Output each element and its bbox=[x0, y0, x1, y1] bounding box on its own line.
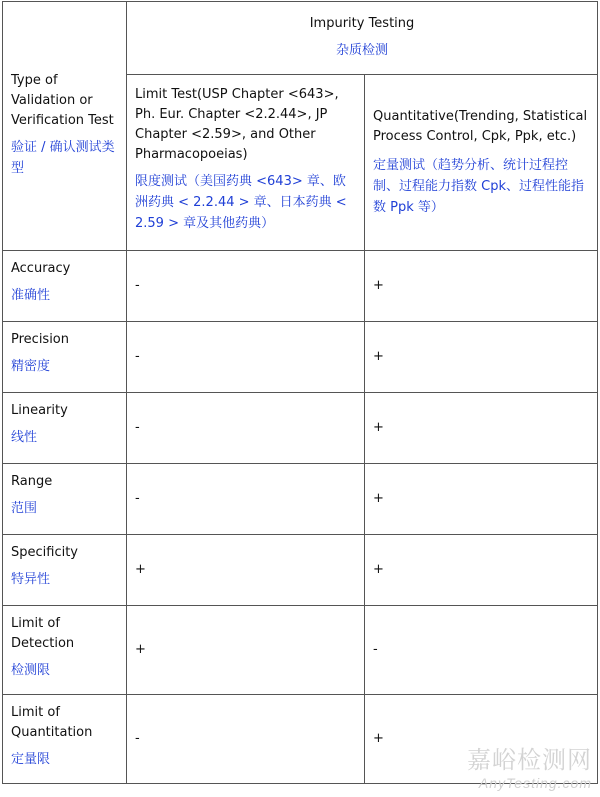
limit-value-cell bbox=[127, 393, 365, 464]
quant-value-cell bbox=[365, 393, 598, 464]
row-label-zh: 精密度 bbox=[11, 359, 51, 374]
row-label-zh: 线性 bbox=[11, 430, 38, 445]
limit-value-cell bbox=[127, 695, 365, 784]
quant-value: + bbox=[373, 731, 384, 746]
group-header-en: Impurity Testing bbox=[309, 16, 415, 31]
quant-value: - bbox=[373, 642, 378, 657]
corner-header-cell bbox=[3, 2, 127, 251]
row-label-en: Accuracy bbox=[11, 261, 71, 276]
row-label-cell bbox=[3, 322, 127, 393]
quant-value-cell bbox=[365, 535, 598, 606]
row-label-cell bbox=[3, 606, 127, 695]
limit-test-header-en: Limit Test(USP Chapter <643>, Ph. Eur. Chapter <2.2.44>, JP Chapter <2.59>, and Other Pharmacopoeias) bbox=[135, 87, 339, 162]
row-label-zh: 范围 bbox=[11, 501, 38, 516]
quant-value: + bbox=[373, 278, 384, 293]
limit-value: + bbox=[135, 562, 146, 577]
row-label-zh: 特异性 bbox=[11, 572, 51, 587]
limit-value: - bbox=[135, 349, 140, 364]
limit-test-header bbox=[127, 75, 365, 251]
row-label-en: Limit of Detection bbox=[11, 616, 75, 651]
quantitative-header-en: Quantitative(Trending, Statistical Process Control, Cpk, Ppk, etc.) bbox=[373, 109, 588, 144]
row-label-cell bbox=[3, 393, 127, 464]
row-label-cell bbox=[3, 695, 127, 784]
corner-header-en: Type of Validation or Verification Test bbox=[11, 73, 114, 128]
quant-value-cell bbox=[365, 464, 598, 535]
watermark bbox=[467, 740, 592, 791]
quant-value: + bbox=[373, 491, 384, 506]
row-label-zh: 准确性 bbox=[11, 288, 51, 303]
limit-value-cell bbox=[127, 535, 365, 606]
limit-value: + bbox=[135, 642, 146, 657]
quantitative-header-zh: 定量测试（趋势分析、统计过程控制、过程能力指数 Cpk、过程性能指数 Ppk 等） bbox=[373, 158, 584, 215]
quant-value: + bbox=[373, 349, 384, 364]
table-row bbox=[3, 535, 598, 606]
quantitative-header bbox=[365, 75, 598, 251]
table-row bbox=[3, 606, 598, 695]
limit-value-cell bbox=[127, 606, 365, 695]
limit-value-cell bbox=[127, 251, 365, 322]
limit-value: - bbox=[135, 420, 140, 435]
group-header-zh: 杂质检测 bbox=[335, 43, 388, 58]
limit-value-cell bbox=[127, 464, 365, 535]
limit-value-cell bbox=[127, 322, 365, 393]
table-row bbox=[3, 464, 598, 535]
table-row bbox=[3, 322, 598, 393]
row-label-cell bbox=[3, 251, 127, 322]
validation-table bbox=[2, 1, 598, 784]
row-label-cell bbox=[3, 535, 127, 606]
row-label-en: Linearity bbox=[11, 403, 68, 418]
limit-test-header-zh: 限度测试（美国药典 <643> 章、欧洲药典 < 2.2.44 > 章、日本药典 < 2.59 > 章及其他药典） bbox=[135, 174, 347, 231]
watermark-cn: 嘉峪检测网 bbox=[467, 746, 592, 774]
row-label-en: Specificity bbox=[11, 545, 78, 560]
quant-value-cell bbox=[365, 606, 598, 695]
row-label-en: Range bbox=[11, 474, 53, 489]
limit-value: - bbox=[135, 278, 140, 293]
limit-value: - bbox=[135, 491, 140, 506]
watermark-en: AnyTesting.com bbox=[478, 775, 592, 791]
limit-value: - bbox=[135, 731, 140, 746]
row-label-cell bbox=[3, 464, 127, 535]
quant-value: + bbox=[373, 420, 384, 435]
row-label-en: Precision bbox=[11, 332, 70, 347]
quant-value-cell bbox=[365, 251, 598, 322]
row-label-zh: 定量限 bbox=[11, 752, 51, 767]
impurity-testing-header bbox=[127, 2, 598, 75]
quant-value-cell bbox=[365, 322, 598, 393]
row-label-en: Limit of Quantitation bbox=[11, 705, 93, 740]
table-row bbox=[3, 393, 598, 464]
table-row bbox=[3, 251, 598, 322]
corner-header-zh: 验证 / 确认测试类型 bbox=[11, 140, 115, 176]
row-label-zh: 检测限 bbox=[11, 663, 51, 678]
quant-value: + bbox=[373, 562, 384, 577]
